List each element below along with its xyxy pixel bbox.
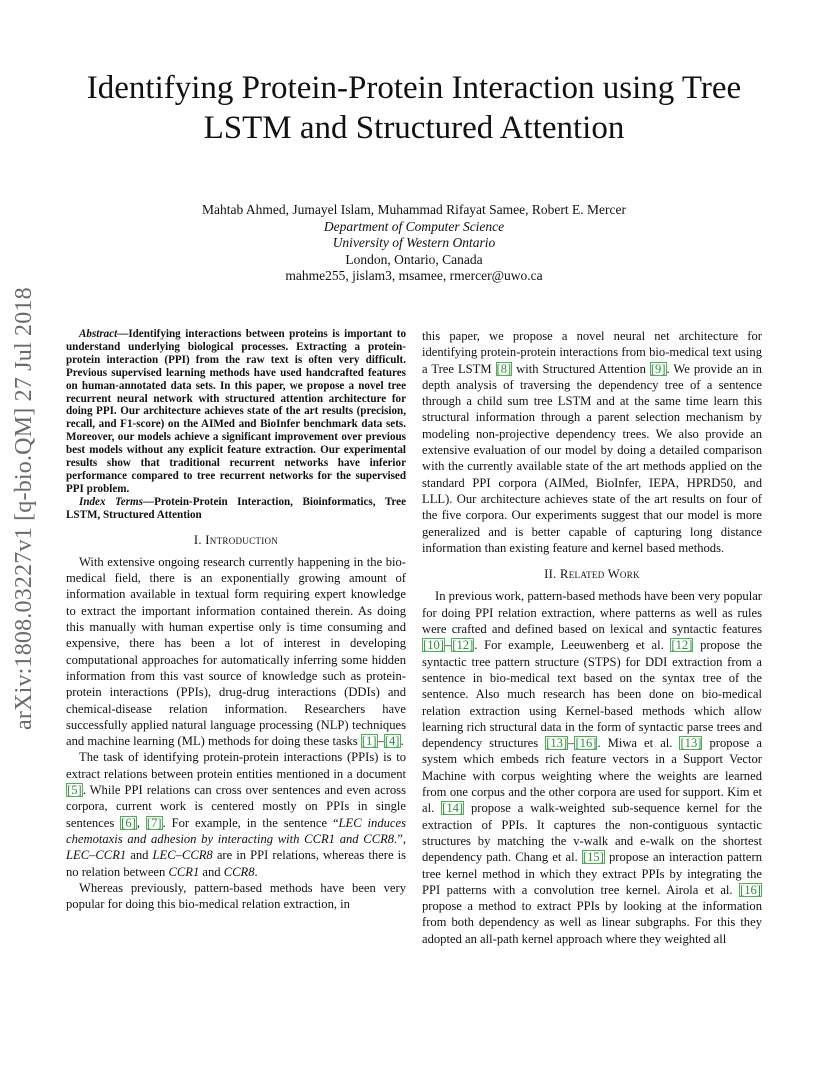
author-block bbox=[60, 202, 768, 285]
citation-link[interactable]: [1] bbox=[361, 734, 377, 749]
citation-link[interactable]: [15] bbox=[582, 850, 604, 865]
left-column bbox=[66, 328, 406, 912]
author-location: London, Ontario, Canada bbox=[345, 251, 483, 267]
paragraph-text: propose the syntactic tree pattern structure (STPS) for DDI extraction from a sentence in bio-medical text based on the syntax tree of the sentence. Also much research has been done on bio-medical relation extraction using Kernel-based methods which allow learning rich structural data in the form of syntactic parse trees and dependency structures bbox=[422, 638, 762, 751]
citation-link[interactable]: [13] bbox=[546, 736, 568, 751]
paragraph-text: , bbox=[136, 815, 146, 830]
protein-name: CCR8 bbox=[223, 864, 255, 879]
citation-link[interactable]: [14] bbox=[442, 801, 464, 816]
paper-title bbox=[60, 68, 768, 148]
paragraph-text: propose a method to extract PPIs by looking at the information from both dependency as well as linear subgraphs. For this they adopted an all-path kernel approach where they weighted all bbox=[422, 899, 762, 946]
paragraph-text: . While PPI relations can cross over sentences and even across corpora, current work is centered mostly on PPIs in single sentences bbox=[66, 783, 406, 830]
index-terms-text: —Protein-Protein Interaction, Bioinformatics, Tree LSTM, Structured Attention bbox=[66, 495, 406, 521]
related-work-paragraph bbox=[422, 588, 762, 947]
citation-link[interactable]: [8] bbox=[496, 361, 512, 376]
citation-link[interactable]: [4] bbox=[384, 734, 400, 749]
section-heading-introduction bbox=[66, 532, 406, 548]
paragraph-text: with Structured Attention bbox=[512, 361, 650, 376]
paragraph-text: . We provide an in depth analysis of traversing the dependency tree of a sentence through a child sum tree LSTM and at the same time learn this structural information through a parent selection mechanism by modeling non-projective dependency trees. We also provide an extensive evaluation of our model by doing a detailed comparison with the currently available state of the art methods applied on the standard PPI corpora (AIMed, BioInfer, IEPA, HPRD50, and LLL). Our architecture achieves state of the art results on four of the five corpora. Our experiments suggest that our model is more generalized and is better capable of capturing long distance information than existing feature and kernel based methods. bbox=[422, 361, 762, 555]
citation-link[interactable]: [16] bbox=[575, 736, 597, 751]
paragraph-text: . bbox=[254, 864, 258, 879]
abstract-label: Abstract bbox=[79, 328, 118, 340]
protein-pair: LEC–CCR8 bbox=[152, 848, 213, 863]
paragraph-text: . For example, in the sentence “ bbox=[162, 815, 339, 830]
intro-continued-paragraph bbox=[422, 328, 762, 556]
citation-link[interactable]: [12] bbox=[671, 638, 693, 653]
intro-paragraph-3: Whereas previously, pattern-based methods have been very popular for doing this bio-medical relation extraction, in bbox=[66, 880, 406, 912]
protein-name: CCR1 bbox=[168, 864, 200, 879]
section-title: Related Work bbox=[560, 567, 640, 582]
author-university: University of Western Ontario bbox=[332, 235, 496, 250]
section-title: Introduction bbox=[205, 532, 279, 547]
paragraph-text: propose a system which embeds rich feature vectors in a Support Vector Machine with corpus weighting where the weights are learned from one corpus and the other corpora are used for support. Kim et al. bbox=[422, 736, 762, 816]
arxiv-side-stamp bbox=[6, 270, 42, 730]
paragraph-text: this paper, we propose a novel neural net architecture for identifying protein-protein interactions from bio-medical text using a Tree LSTM bbox=[422, 329, 762, 376]
citation-link[interactable]: [7] bbox=[146, 815, 162, 830]
paragraph-text: ”, bbox=[397, 831, 406, 846]
section-number: I. bbox=[193, 532, 202, 547]
citation-link[interactable]: [6] bbox=[121, 815, 136, 830]
paragraph-text: The task of identifying protein-protein interactions (PPIs) is to extract relations between protein entities mentioned in a document bbox=[66, 750, 406, 781]
section-number: II. bbox=[544, 567, 557, 582]
example-sentence: LEC induces chemotaxis and adhesion by interacting with CCR1 and CCR8. bbox=[66, 815, 406, 846]
paragraph-text: propose an interaction pattern tree kernel method in which they extract PPIs by integrating the PPI patterns with a convolution tree kernel. Airola et al. bbox=[422, 850, 763, 897]
author-department: Department of Computer Science bbox=[323, 218, 505, 234]
abstract-text: —Identifying interactions between proteins is important to understand underlying biological processes. Extracting a protein-protein interaction (PPI) from the raw text is often very difficult. Previous supervised learning methods have used handcrafted features on human-annotated data sets. In this paper, we propose a novel tree recurrent neural network with structured attention architecture for doing PPI. Our architecture achieves state of the art results (precision, recall, and F1-score) on the AIMed and BioInfer benchmark data sets. Moreover, our models achieve a significant improvement over previous best models without any explicit feature extraction. Our experimental results show that traditional recurrent networks have inferior performance compared to tree recurrent networks for the supervised PPI problem. bbox=[66, 328, 406, 495]
protein-pair: LEC–CCR1 bbox=[66, 848, 127, 863]
index-terms bbox=[66, 496, 406, 522]
title-line-1: Identifying Protein-Protein Interaction using Tree bbox=[86, 70, 742, 106]
paragraph-text: – bbox=[568, 736, 575, 751]
citation-link[interactable]: [9] bbox=[650, 361, 666, 376]
citation-link[interactable]: [16] bbox=[740, 882, 761, 897]
author-names: Mahtab Ahmed, Jumayel Islam, Muhammad Rifayat Samee, Robert E. Mercer bbox=[201, 202, 626, 217]
paragraph-text: propose a walk-weighted sub-sequence kernel for the extraction of PPIs. It captures the non-contiguous syntactic structures by matching the v-walk and e-walk on the shortest dependency path. Chang et al. bbox=[422, 801, 762, 865]
paragraph-text: With extensive ongoing research currently happening in the bio-medical field, there is an exponentially growing amount of information available in textual form requiring expert knowledge to extract the important information contained therein. As doing this manually with human expertise only is time consuming and expensive, there has been a lot of interest in developing computational approaches for automatically inferring some hidden information from this vast source of knowledge such as protein-protein interactions (PPIs), drug-drug interactions (DDIs) and chemical-disease relation information. Researchers have successfully applied natural language processing (NLP) techniques and machine learning (ML) methods for doing these tasks bbox=[66, 554, 406, 749]
citation-link[interactable]: [10] bbox=[423, 638, 444, 653]
index-terms-label: Index Terms bbox=[79, 495, 143, 508]
abstract bbox=[66, 328, 406, 496]
section-heading-related-work bbox=[422, 566, 762, 582]
citation-link[interactable]: [5] bbox=[67, 783, 82, 798]
paragraph-text: and bbox=[199, 864, 224, 879]
paragraph-text: are in PPI relations, whereas there is no relation between bbox=[66, 848, 407, 879]
paragraph-text: – bbox=[377, 734, 384, 749]
paragraph-text: In previous work, pattern-based methods have been very popular for doing PPI relation extraction, where patterns as well as rules were crafted and defined based on lexical and syntactic features bbox=[422, 589, 762, 637]
paragraph-text: . bbox=[400, 734, 404, 749]
arxiv-identifier: arXiv:1808.03227v1 [q-bio.QM] 27 Jul 2018 bbox=[11, 287, 37, 730]
intro-paragraph-1 bbox=[66, 554, 406, 750]
paragraph-text: . Miwa et al. bbox=[597, 736, 680, 751]
citation-link[interactable]: [12] bbox=[452, 638, 474, 653]
title-line-2: LSTM and Structured Attention bbox=[203, 110, 625, 146]
paragraph-text: . For example, Leeuwenberg et al. bbox=[474, 638, 671, 653]
paragraph-text: and bbox=[126, 848, 153, 863]
paragraph-text: – bbox=[444, 638, 452, 653]
citation-link[interactable]: [13] bbox=[680, 736, 702, 751]
author-emails: mahme255, jislam3, msamee, rmercer@uwo.ca bbox=[285, 268, 543, 283]
right-column bbox=[422, 328, 762, 947]
intro-paragraph-2 bbox=[66, 749, 406, 879]
